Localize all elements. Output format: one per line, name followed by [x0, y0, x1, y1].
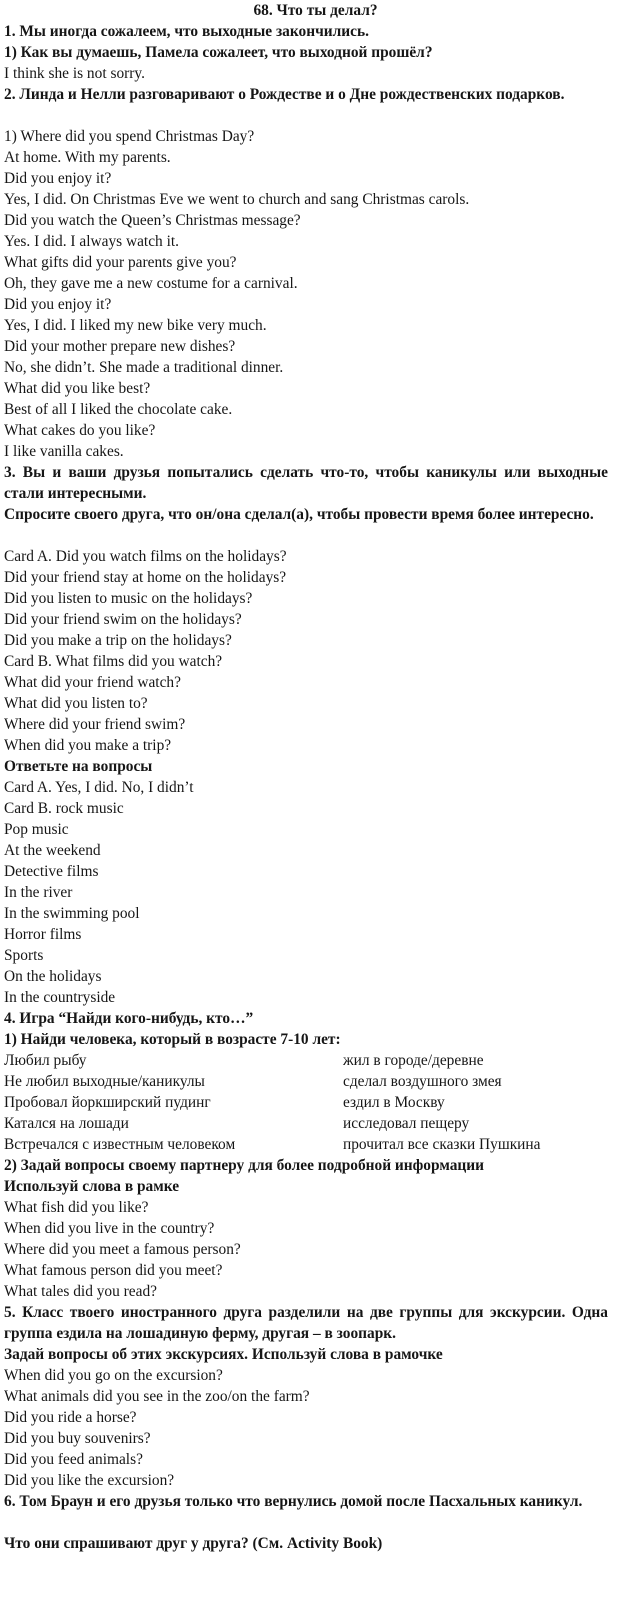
answer-line: Card B. rock music	[4, 800, 124, 817]
card-line: Did your friend swim on the holidays?	[4, 611, 242, 628]
section-4-sub2b: Используй слова в рамке	[4, 1178, 180, 1195]
dialogue-line: What cakes do you like?	[4, 422, 156, 439]
dialogue-line: 1) Where did you spend Christmas Day?	[4, 128, 255, 145]
find-someone-right-item: ездил в Москву	[343, 1094, 445, 1111]
answer-line: Card A. Yes, I did. No, I didn’t	[4, 779, 194, 796]
find-someone-left-item: Пробовал йоркширский пудинг	[4, 1094, 211, 1111]
find-someone-left-item: Катался на лошади	[4, 1115, 129, 1132]
answer-line: Pop music	[4, 821, 69, 838]
answer-line: In the river	[4, 884, 73, 901]
question-line: When did you live in the country?	[4, 1220, 215, 1237]
answer-line: Sports	[4, 947, 44, 964]
card-line: When did you make a trip?	[4, 737, 172, 754]
card-line: Did you make a trip on the holidays?	[4, 632, 232, 649]
question-line: When did you go on the excursion?	[4, 1367, 223, 1384]
dialogue-line: Yes, I did. I liked my new bike very much.	[4, 317, 267, 334]
find-someone-right-item: прочитал все сказки Пушкина	[343, 1136, 541, 1153]
find-someone-left-item: Любил рыбу	[4, 1052, 87, 1069]
find-someone-right-item: жил в городе/деревне	[343, 1052, 484, 1069]
section-5-instruction: Задай вопросы об этих экскурсиях. Используй слова в рамочке	[4, 1346, 443, 1363]
page-title: 68. Что ты делал?	[253, 2, 378, 19]
dialogue-line: Did your mother prepare new dishes?	[4, 338, 236, 355]
section-6-question: Что они спрашивают друг у друга? (См. Activity Book)	[4, 1535, 383, 1552]
answers-heading: Ответьте на вопросы	[4, 758, 153, 775]
dialogue-line: Yes. I did. I always watch it.	[4, 233, 179, 250]
card-line: What did your friend watch?	[4, 674, 181, 691]
find-someone-left-item: Встречался с известным человеком	[4, 1136, 236, 1153]
section-6-heading: 6. Том Браун и его друзья только что вернулись домой после Пасхальных каникул.	[4, 1493, 583, 1510]
find-someone-right-item: исследовал пещеру	[343, 1115, 470, 1132]
answer-line: On the holidays	[4, 968, 102, 985]
answer-line: Horror films	[4, 926, 82, 943]
answer-line: In the countryside	[4, 989, 116, 1006]
find-someone-left-item: Не любил выходные/каникулы	[4, 1073, 205, 1090]
answer-line: At the weekend	[4, 842, 101, 859]
question-line: Did you feed animals?	[4, 1451, 143, 1468]
question-line: What famous person did you meet?	[4, 1262, 223, 1279]
section-3-instruction: Спросите своего друга, что он/она сделал(а), чтобы провести время более интересно.	[4, 506, 594, 523]
section-4-sub2: 2) Задай вопросы своему партнеру для более подробной информации	[4, 1157, 485, 1174]
card-line: Where did your friend swim?	[4, 716, 186, 733]
dialogue-line: Yes, I did. On Christmas Eve we went to church and sang Christmas carols.	[4, 191, 470, 208]
section-4-sub1: 1) Найди человека, который в возрасте 7-10 лет:	[4, 1031, 341, 1048]
find-someone-right-item: сделал воздушного змея	[343, 1073, 502, 1090]
dialogue-line: Oh, they gave me a new costume for a carnival.	[4, 275, 298, 292]
dialogue-line: I like vanilla cakes.	[4, 443, 124, 460]
section-3-heading: 3. Вы и ваши друзья попытались сделать что-то, чтобы каникулы или выходные стали интересными.	[4, 464, 608, 502]
card-line: Did you listen to music on the holidays?	[4, 590, 253, 607]
card-line: What did you listen to?	[4, 695, 148, 712]
section-1-question: 1) Как вы думаешь, Памела сожалеет, что выходной прошёл?	[4, 44, 433, 61]
question-line: Did you buy souvenirs?	[4, 1430, 151, 1447]
section-2-heading: 2. Линда и Нелли разговаривают о Рождестве и о Дне рождественских подарков.	[4, 86, 565, 103]
section-4-heading: 4. Игра “Найди кого-нибудь, кто…”	[4, 1010, 254, 1027]
dialogue-line: What did you like best?	[4, 380, 151, 397]
question-line: What animals did you see in the zoo/on the farm?	[4, 1388, 310, 1405]
section-1-heading: 1. Мы иногда сожалеем, что выходные закончились.	[4, 23, 369, 40]
answer-line: In the swimming pool	[4, 905, 140, 922]
question-line: What tales did you read?	[4, 1283, 157, 1300]
question-line: Did you like the excursion?	[4, 1472, 175, 1489]
dialogue-line: Best of all I liked the chocolate cake.	[4, 401, 233, 418]
dialogue-line: What gifts did your parents give you?	[4, 254, 237, 271]
answer-line: Detective films	[4, 863, 99, 880]
dialogue-line: Did you watch the Queen’s Christmas message?	[4, 212, 301, 229]
card-line: Did your friend stay at home on the holidays?	[4, 569, 287, 586]
question-line: Where did you meet a famous person?	[4, 1241, 241, 1258]
question-line: Did you ride a horse?	[4, 1409, 137, 1426]
dialogue-line: Did you enjoy it?	[4, 170, 112, 187]
card-line: Card A. Did you watch films on the holidays?	[4, 548, 287, 565]
dialogue-line: No, she didn’t. She made a traditional dinner.	[4, 359, 284, 376]
dialogue-line: Did you enjoy it?	[4, 296, 112, 313]
section-1-answer: I think she is not sorry.	[4, 65, 145, 82]
dialogue-line: At home. With my parents.	[4, 149, 171, 166]
card-line: Card B. What films did you watch?	[4, 653, 223, 670]
question-line: What fish did you like?	[4, 1199, 149, 1216]
section-5-heading: 5. Класс твоего иностранного друга разделили на две группы для экскурсии. Одна группа ездила на лошадиную ферму, другая – в зоопарк.	[4, 1304, 608, 1342]
